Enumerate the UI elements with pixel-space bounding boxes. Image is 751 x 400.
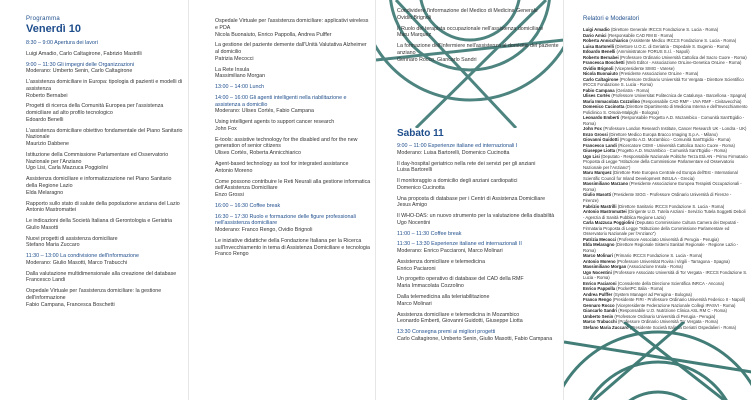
program-item: La Rete Insula Massimiliano Morgan (215, 66, 266, 80)
relatore-entry: Giulio Masotti (Presidente SIGG - Professore Ordinario Università di Firenze - Firenze) (583, 192, 732, 203)
afternoon-column (189, 14, 376, 258)
program-item: L'assistenza domiciliare in Europa: tipologia di pazienti e modelli di assistenza Roberto Bernabei (26, 79, 183, 99)
relatore-entry: Stefano Maria Zuccaro (Presidente Società Italiana Geriatri Ospedalieri - Roma) (583, 324, 737, 330)
program-item: Rapporto sullo stato di salute della popolazione anziana del Lazio Antonio Mastromattei (26, 200, 180, 214)
relatore-entry: Giuseppe Liotta (Progetto A.D. Mozambico - Comunità Sant'Egidio - Roma) (583, 148, 727, 154)
session-moderators: Moderano: Ulises Cortés, Fabio Campana (215, 108, 314, 115)
day-title: Venerdì 10 (26, 23, 82, 35)
relatore-entry: Francesco Landi (Ricercatore CEMI - Università Cattolica Sacro Cuore - Roma) (583, 142, 735, 148)
program-item: Condividere l'informazione del Medico di Medicina Generale Ovidio Brignoli (397, 8, 538, 21)
relatore-entry: Leonardo Emberti (Responsabile Progetto A.D. Mozambico - Comunità Sant'Egidio - Roma) (583, 115, 745, 126)
relatore-entry: Andrea Pulffer (System Manager ad Perugina - Bologna) (583, 291, 692, 297)
program-item: Luigi Amadio, Carlo Caltagirone, Fabrizio Mastrilli (26, 50, 142, 57)
program-item: L'assistenza domiciliare obiettivo fondamentale del Piano Sanitario Nazionale Maurizio Dabbene (26, 127, 183, 148)
page-saturday (375, 0, 564, 400)
relatore-entry: Francesca Boschetti (Web Editor - Associazione OnLine-Genetica OnLine - Roma) (583, 60, 742, 66)
relatore-entry: Marco Trabucchi (Professore Ordinario Università Tor Vergata - Roma) (583, 319, 719, 325)
program-item: La formazione dell'Infermiere nell'assistenza al domicilio del paziente anziano Gennaro Rocco, Giancarlo Sandri (397, 43, 559, 63)
relatore-entry: Ugo Nocentini (Professore Associato Università di Tor Vergata - IRCCS Fondazione S. Lucia - Roma) (583, 269, 748, 281)
friday-column (0, 16, 188, 308)
program-item: Ospedale Virtuale per l'assistenza domiciliare: la gestione dell'informazione Fabio Campana, Francesca Boschetti (26, 288, 162, 308)
program-item: Agent-based technology as tool for integrated assistance Antonio Moreno (215, 160, 349, 174)
session-moderators: Moderano: Luisa Bartorelli, Domenico Cucinotta (397, 149, 510, 156)
relatore-entry: Fabio Campana (Geriatra - Roma) (583, 87, 650, 93)
program-item: Come possono contribuire le Reti Neurali alla gestione informatica dell'Assistenza Domiciliare Enzo Grossi (215, 178, 371, 199)
relatore-entry: Fabrizio Mastrilli (Direttore Sanitario IRCCS Fondazione S. Lucia - Roma) (583, 203, 725, 209)
relatore-entry: Domenico Cucinotta (Direttore Dipartimento di Medicina Interna e dell'Invecchiamento Policlinico S. Orsola-Malpighi - Bologna) (583, 104, 748, 115)
page-friday-afternoon (188, 0, 376, 400)
relatore-entry: Ugo Lisi (Deputato - Responsabile Nazionale Politiche Terza Età AN - Primo Firmatario Proposta di Legge "Istituzione della Commissione Parlamentare ed Osservatorio Nazionale per l'Anziano") (583, 153, 748, 170)
decorative-graphic-bottom (564, 322, 751, 400)
relatore-entry: Roberta Annicchiarico (Assistente Medico IRCCS Fondazione S. Lucia - Roma) (583, 38, 737, 44)
relatore-entry: Dario Amici (Responsabile CAD RM B - Roma) (583, 32, 674, 38)
globe-graphic-bottom (564, 322, 751, 400)
program-item: Il day-hospital geriatrico nella rete dei servizi per gli anziani Luisa Bartorelli (397, 160, 536, 174)
relatore-entry: Enzo Grossi (Direttore Medico Europa Bracco Imaging S.p.A. - Milano) (583, 131, 718, 137)
program-item: E-tools: assistive technology for the disabled and for the new generation of senior citizens Ulises Cortés, Roberta Annicchiarico (215, 136, 358, 157)
program-item: Il Ruolo del terapista occupazionale nell'assistenza domiciliare Maru Marquez (397, 25, 544, 39)
relatore-entry: Marco Molinari (Primario IRCCS Fondazione S. Lucia - Roma) (583, 253, 703, 259)
relatore-entry: Luisa Bartorelli (Direttore U.O.C. di Geriatria - Ospedale S. Eugenio - Roma) (583, 43, 730, 49)
program-item: Assistenza domiciliare e informatizzazione nel Piano Sanitario della Regione Lazio Elda Melaragno (26, 176, 172, 196)
relatore-entry: Giovanni Guidotti (Progetto A.D. Mozambico - Comunità Sant'Egidio - Roma) (583, 137, 731, 143)
relatore-entry: Umberto Senin (Professore Ordinario Università di Perugia - Perugia) (583, 313, 716, 319)
relatore-entry: Giancarlo Sandri (Responsabile U.O. Nutrizione Clinica ASL RM C - Roma) (583, 308, 727, 314)
program-item: Progetti di ricerca della Comunità Europea per l'assistenza domiciliare ad alto profilo tecnologico Edoardo Benelli (26, 103, 164, 123)
relatore-entry: Franco Rengo (Presidente FIRI - Professore Ordinario Università Federico II - Napoli) (583, 297, 746, 303)
relatore-entry: Gennaro Rocco (Vicepresidente Federazione Nazionale Collegi IPASVI - Roma) (583, 302, 736, 308)
relatore-entry: Luigi Amadio (Direttore Generale IRCCS Fondazione S. Lucia - Roma) (583, 27, 719, 32)
session-time: 8:30 – 9:00 Apertura dei lavori (26, 40, 98, 46)
relatori-column (564, 16, 751, 330)
saturday-column (376, 128, 564, 343)
session-time: 9:00 – 11:00 Esperienze italiane ed internazionali I (397, 143, 518, 149)
session-time: 11:30 – 13:00 La condivisione dell'informazione (26, 253, 140, 260)
session-time: 9:00 – 11:30 Gli impegni delle Organizzazioni (26, 61, 135, 68)
program-item: Istituzione della Commissione Parlamentare ed Osservatorio Nazionale per l'Anziano Ugo Lisi, Carla Mazzuca Poggiolini (26, 151, 169, 172)
relatori-title: Relatori e Moderatori (583, 16, 640, 22)
program-item: Assistenza domiciliare e telemedicina in Mozambico Leonardo Emberti, Giovanni Guidotti, Giuseppe Liotta (397, 311, 523, 325)
session-time: 16:00 – 16:30 Coffee break (215, 202, 281, 209)
relatore-entry: Patrizia Mecocci (Professore Associato Università di Perugia - Perugia) (583, 236, 719, 242)
program-item: Ospedale Virtuale per l'assistenza domiciliare: applicativi wireless e PDA Nicola Buonaiuto, Enrico Pappolla, Andrea Pulffer (215, 18, 369, 38)
program-item: Un progetto operativo di database del CAD della RMF Maria Immacolata Cozzolino (397, 276, 524, 290)
relatore-entry: Nicola Buonaiuto (Presidente Associazione OnLine - Roma) (583, 71, 699, 77)
program-item: Le indicazioni della Società Italiana di Gerontologia e Geriatria Giulio Masotti (26, 218, 173, 231)
session-time: 11:30 – 13:30 Esperienze italiane ed internazionali II (397, 241, 522, 248)
relatore-entry: Edoardo Benelli (Amministratore FORUS S.r.l. - Napoli) (583, 49, 690, 55)
session-time: 14:00 – 16:00 Gli agenti intelligenti nella riabilitazione e assistenza a domicilio (215, 94, 347, 108)
relatore-entry: Maria Immacolata Cozzolino (Responsabile CAD RMF - UVA RMF - Civitavecchia) (583, 98, 742, 104)
relatore-entry: Roberto Bernabei (Professore Ordinario Università Cattolica del Sacro Cuore - Roma) (583, 54, 747, 60)
session-time: 11:00 – 11:30 Coffee break (397, 230, 462, 237)
relatore-entry: Massimiliano Marzano (Presidente Associazione Europea Terapisti Occupazionali - Roma) (583, 181, 742, 192)
relatore-entry: Enrico Paciaroni (Consulente della Direzione Scientifica INRCA - Ancona) (583, 280, 725, 286)
session-moderators: Moderano: Umberto Senin, Carlo Caltagirone (26, 68, 133, 75)
relatore-entry: Antonio Mastromattei (Dirigente U.O. Tutela Anziani - Servizio Tutela Soggetti Deboli - Agenzia di Sanità Pubblica Regione Lazio) (583, 209, 746, 220)
program-item: Una proposta di database per i Centri di Assistenza Domiciliare Jesus Amigo (397, 195, 546, 209)
section-label: Programma (26, 16, 61, 22)
page-relatori (563, 0, 751, 400)
relatore-entry: Maru Marquez (Direttore Rete Europea Centrale ed Europa dell'Est - International Scientific Council for Inland Development INSULA - Grecia) (583, 170, 738, 181)
session-moderators: Carlo Caltagirone, Umberto Senin, Giulio Masotti, Fabio Campana (397, 335, 553, 342)
relatore-entry: John Fox (Professore London Research Institute, Cancer Research UK - Londra - UK) (583, 126, 747, 132)
program-item: Il WHO-DAS: un nuovo strumento per la valutazione della disabilità Ugo Nocentini (397, 213, 555, 226)
program-item: Le iniziative didattiche della Fondazione Italiana per la Ricerca sull'Invecchiamento in tema di Assistenza Domiciliare e tecnologia Franco Rengo (215, 237, 370, 258)
program-item: La gestione del paziente demente dall'Unità Valutativa Alzheimer al domicilio Patrizia Mecocci (215, 42, 367, 62)
relatore-entry: Antonio Moreno (Professore Universitat Rovira i Virgili - Tarragona - Spagna) (583, 258, 730, 264)
day-title-saturday: Sabato 11 (397, 128, 444, 139)
relatore-entry: Ovidio Brignoli (Vicepresidente SIMG - Varese) (583, 65, 675, 71)
relatore-entry: Enrico Pappolla (PocketPC Italia - Roma) (583, 286, 664, 292)
session-moderators: Moderano: Enrico Pacciaroni, Marco Molinari (397, 248, 503, 255)
relatore-entry: Carlo Caltagirone (Professore Ordinario Università Tor Vergata - Direttore Scientifico IRCCS Fondazione S. Lucia - Roma) (583, 76, 744, 88)
program-item: Dalla valutazione multidimensionale alla creazione del database Francesco Landi (26, 270, 177, 284)
program-item: Assistenza domiciliare e telemedicina Enrico Paciaroni (397, 258, 486, 272)
session-time: 16:30 – 17:30 Ruolo e formazione delle figure professionali nell'assistenza domiciliare (215, 213, 356, 227)
relatore-entry: Ulises Cortés (Professore Universitat Politecnica de Catalunya - Barcellona - Spagna) (583, 93, 747, 99)
page-friday (0, 0, 188, 400)
saturday-top-column (376, 4, 564, 63)
session-time: 13:30 Consegna premi ai migliori progetti (397, 329, 496, 336)
program-item: Nuovi progetti di assistenza domiciliare Stefano Maria Zuccaro (26, 235, 118, 249)
session-time: 13:00 – 14:00 Lunch (215, 84, 265, 91)
session-moderators: Moderano: Giulio Masotti, Marco Trabucchi (26, 259, 127, 266)
program-item: Using intelligent agents to support cancer research John Fox (215, 119, 335, 132)
session-moderators: Moderano: Franco Rengo, Ovidio Brignoli (215, 227, 313, 234)
relatore-entry: Elda Melaragno (Direttore Regionale Sistemi Sanitari Regionale - Regione Lazio - Roma) (583, 242, 739, 253)
program-item: Il monitoraggio a domicilio degli anziani cardiopatici Domenico Cucinotta (397, 178, 518, 191)
relatore-entry: Massimiliano Morgan (Associazione Insula - Roma) (583, 264, 683, 270)
relatore-entry: Carla Mazzuca Poggiolini (Deputato Commissione Cultura Camera dei Deputati - Firmataria Proposta di Legge "Istituzione della Commissione Parlamentare ed Osservatorio Nazionale per l'Anziano") (583, 220, 739, 237)
program-item: Dalla telemedicina alla teleriabilitazione Marco Molinari (397, 293, 490, 307)
